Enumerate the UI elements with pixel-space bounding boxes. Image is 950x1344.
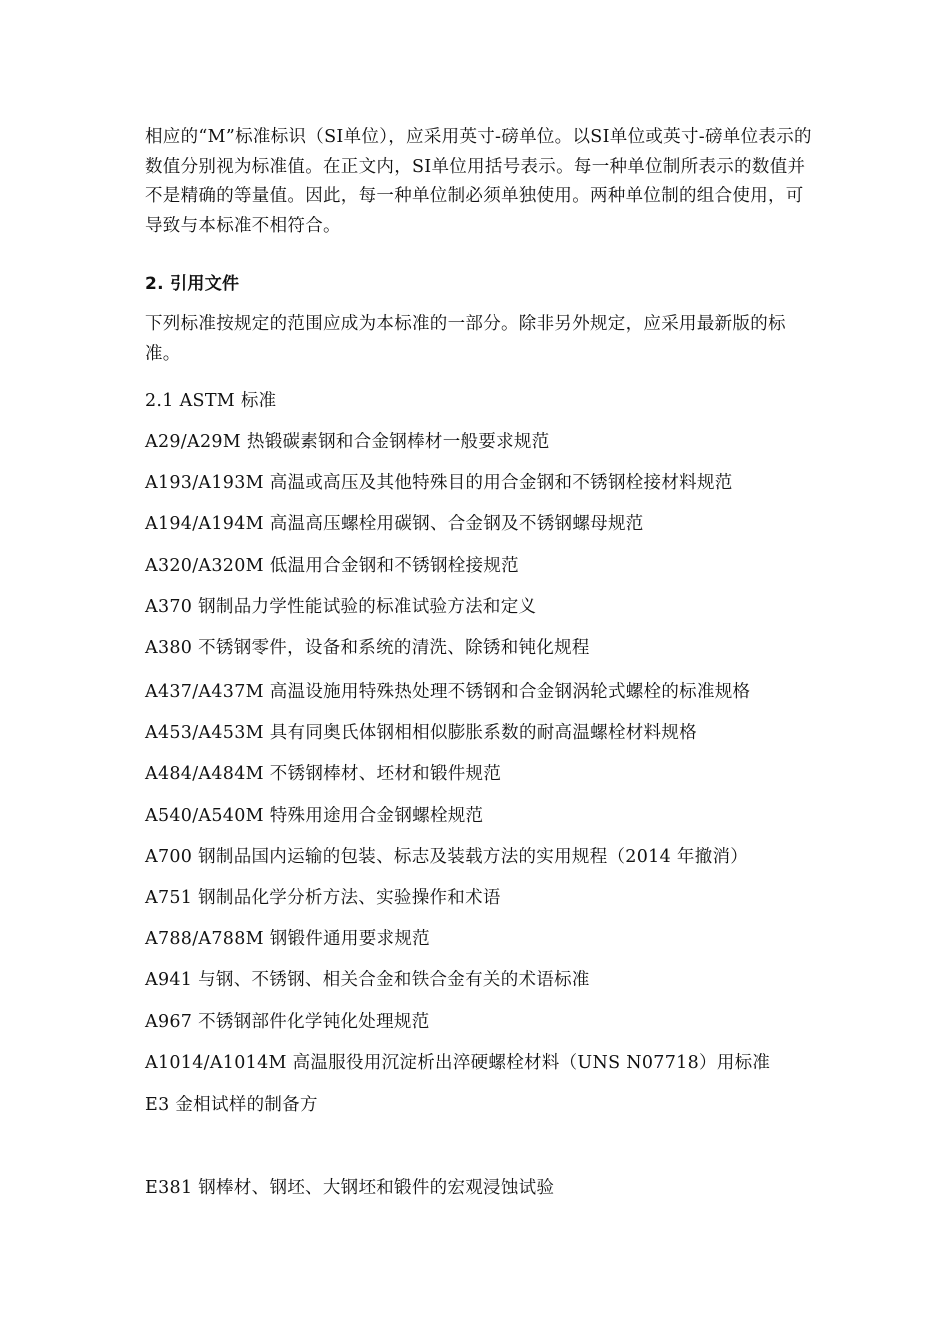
section-heading: 2. 引用文件 xyxy=(145,274,240,294)
reference-item: A967 不锈钢部件化学钝化处理规范 xyxy=(145,1012,430,1032)
reference-item: A540/A540M 特殊用途用合金钢螺栓规范 xyxy=(145,806,484,826)
section-intro: 下列标准按规定的范围应成为本标准的一部分。除非另外规定，应采用最新版的标准。 xyxy=(145,314,786,364)
intro-paragraph: 相应的“M”标准标识（SI单位），应采用英寸-磅单位。以SI单位或英寸-磅单位表示的数值分别视为标准值。在正文内，SI单位用括号表示。每一种单位制所表示的数值并不是精确的等量值。因此，每一种单位制必须单独使用。两种单位制的组合使用，可导致与本标准不相符合。 xyxy=(145,127,812,236)
reference-item: A380 不锈钢零件，设备和系统的清洗、除锈和钝化规程 xyxy=(145,638,590,658)
reference-item: A437/A437M 高温设施用特殊热处理不锈钢和合金钢涡轮式螺栓的标准规格 xyxy=(145,682,751,702)
reference-item: A320/A320M 低温用合金钢和不锈钢栓接规范 xyxy=(145,556,519,576)
reference-item: A29/A29M 热锻碳素钢和合金钢棒材一般要求规范 xyxy=(145,432,550,452)
reference-item: A788/A788M 钢锻件通用要求规范 xyxy=(145,929,430,949)
reference-item: E381 钢棒材、钢坯、大钢坯和锻件的宏观浸蚀试验 xyxy=(145,1178,555,1198)
reference-item: E3 金相试样的制备方 xyxy=(145,1095,318,1115)
reference-item: A453/A453M 具有同奥氏体钢相相似膨胀系数的耐高温螺栓材料规格 xyxy=(145,723,697,743)
reference-item: A370 钢制品力学性能试验的标准试验方法和定义 xyxy=(145,597,537,617)
reference-item: A193/A193M 高温或高压及其他特殊目的用合金钢和不锈钢栓接材料规范 xyxy=(145,473,733,493)
reference-item: A751 钢制品化学分析方法、实验操作和术语 xyxy=(145,888,501,908)
reference-item: A700 钢制品国内运输的包装、标志及装载方法的实用规程（2014 年撤消） xyxy=(145,847,749,867)
reference-item: A1014/A1014M 高温服役用沉淀析出淬硬螺栓材料（UNS N07718）用标准 xyxy=(145,1053,771,1073)
subsection-heading: 2.1 ASTM 标准 xyxy=(145,391,277,411)
reference-item: A941 与钢、不锈钢、相关合金和铁合金有关的术语标准 xyxy=(145,970,590,990)
reference-item: A194/A194M 高温高压螺栓用碳钢、合金钢及不锈钢螺母规范 xyxy=(145,514,644,534)
reference-item: A484/A484M 不锈钢棒材、坯材和锻件规范 xyxy=(145,764,502,784)
